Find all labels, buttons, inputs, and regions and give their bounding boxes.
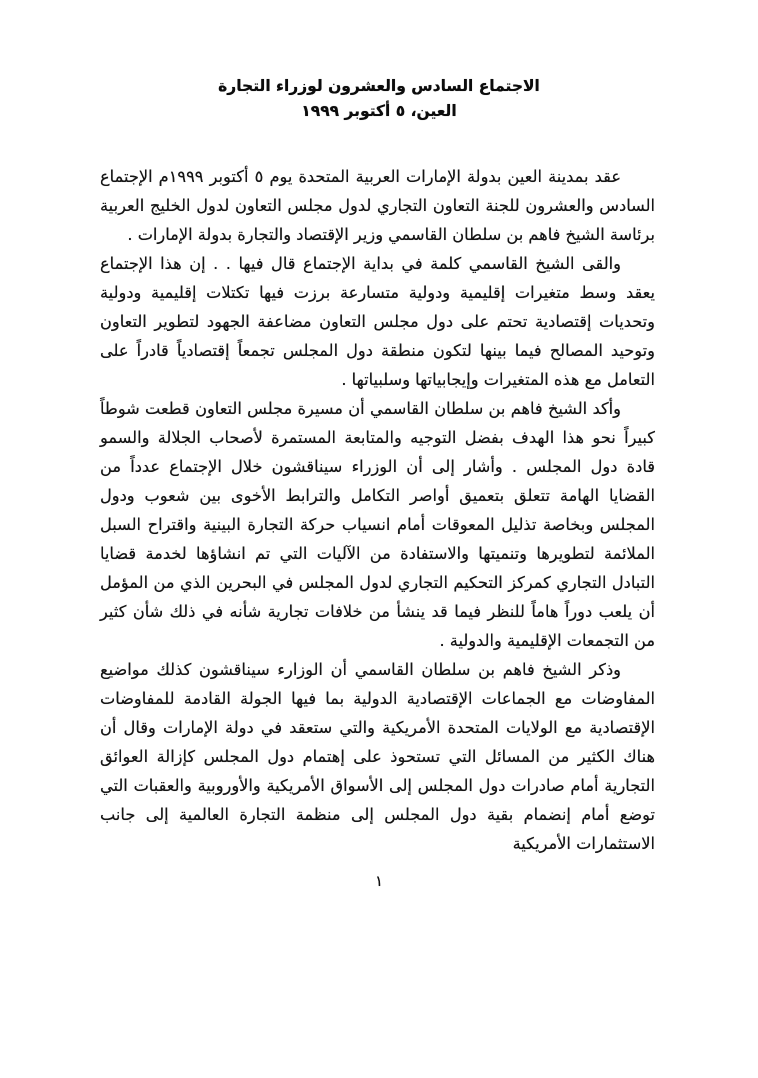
body-paragraph: والقى الشيخ القاسمي كلمة في بداية الإجتماع قال فيها . . إن هذا الإجتماع يعقد وسط متغيرات إقليمية ودولية متسارعة برزت فيها تكتلات إقليمية ودولية وتحديات إقتصادية تحتم على دول مجلس التعاون مضاعفة الجهود لتطوير التعاون وتوحيد المصالح فيما بينها لتكون منطقة دول المجلس تجمعاً إقتصادياً قادراً على التعامل مع هذه المتغيرات وإيجابياتها وسلبياتها . bbox=[100, 254, 655, 389]
body-paragraph: عقد بمدينة العين بدولة الإمارات العربية المتحدة يوم ٥ أكتوبر ١٩٩٩م الإجتماع السادس والعشرون للجنة التعاون التجاري لدول مجلس التعاون لدول الخليج العربية برئاسة الشيخ فاهم بن سلطان القاسمي وزير الإقتصاد والتجارة بدولة الإمارات . bbox=[100, 167, 655, 244]
body-paragraph: وذكر الشيخ فاهم بن سلطان القاسمي أن الوزارء سيناقشون كذلك مواضيع المفاوضات مع الجماعات الإقتصادية الدولية بما فيها الجولة القادمة للمفاوضات الإقتصادية مع الولايات المتحدة الأمريكية والتي ستعقد في دولة الإمارات وقال أن هناك الكثير من المسائل التي تستحوذ على إهتمام دول المجلس كإزالة العوائق التجارية أمام صادرات دول المجلس إلى الأسواق الأمريكية والأوروبية والعقبات التي توضع أمام إنضمام بقية دول المجلس إلى منظمة التجارة العالمية إلى جانب الاستثمارات الأمريكية bbox=[100, 660, 655, 853]
document-body bbox=[100, 162, 655, 858]
document-title-block bbox=[0, 74, 758, 124]
body-paragraph: وأكد الشيخ فاهم بن سلطان القاسمي أن مسيرة مجلس التعاون قطعت شوطاً كبيراً نحو هذا الهدف بفضل التوجيه والمتابعة المستمرة لأصحاب الجلالة والسمو قادة دول المجلس . وأشار إلى أن الوزراء سيناقشون خلال الإجتماع عدداً من القضايا الهامة تتعلق بتعميق أواصر التكامل والترابط الأخوى بين شعوب ودول المجلس وبخاصة تذليل المعوقات أمام انسياب حركة التجارة البينية واقتراح السبل الملائمة لتطويرها وتنميتها والاستفادة من الآليات التي تم انشاؤها لخدمة قضايا التبادل التجاري كمركز التحكيم التجاري لدول المجلس في البحرين الذي من المؤمل أن يلعب دوراً هاماً للنظر فيما قد ينشأ من خلافات تجارية شأنه في ذلك شأن كثير من التجمعات الإقليمية والدولية . bbox=[100, 399, 655, 650]
document-subtitle: العين، ٥ أكتوبر ١٩٩٩ bbox=[301, 102, 457, 120]
page-number: ١ bbox=[374, 872, 384, 890]
document-title: الاجتماع السادس والعشرون لوزراء التجارة bbox=[218, 77, 540, 95]
